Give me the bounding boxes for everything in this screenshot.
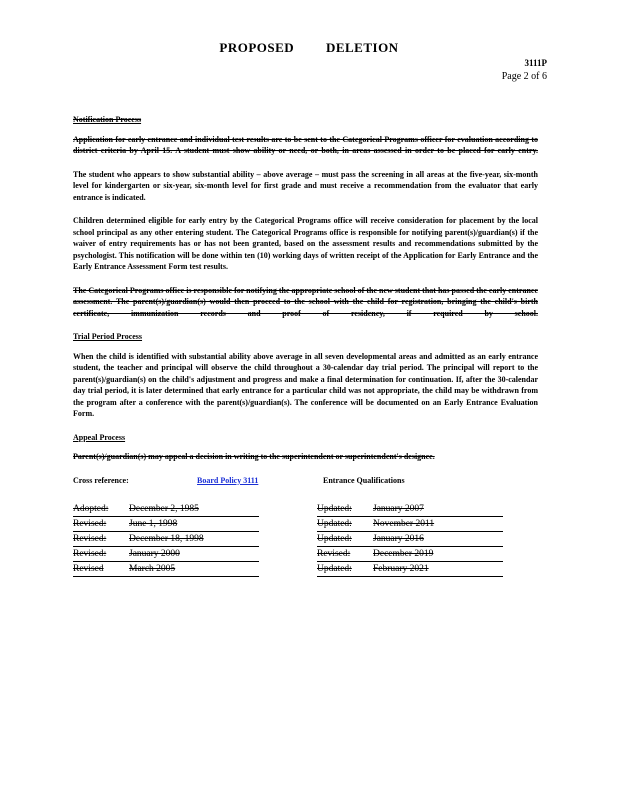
history-row: Adopted: December 2, 1985 xyxy=(73,502,259,517)
history-row: Updated: January 2016 xyxy=(317,532,503,547)
notification-heading: Notification Process xyxy=(73,115,142,124)
document-title: PROPOSED DELETION xyxy=(219,40,399,55)
revision-history xyxy=(73,502,503,577)
history-row: Revised March 2005 xyxy=(73,562,259,577)
notification-paragraph-2: The student who appears to show substantial ability – above average – must pass the screening in all areas at the five-year, six-month level for kindergarten or six-year, six-month level for first grade and must receive a recommendation from the evaluator that early entrance is indicated. xyxy=(73,169,538,202)
page-number: Page 2 of 6 xyxy=(501,71,547,82)
cross-reference-description: Entrance Qualifications xyxy=(323,475,405,485)
document-body xyxy=(73,114,538,577)
notification-paragraph-3: Children determined eligible for early entry by the Categorical Programs office will receive consideration for placement by the local school principal as any other entering student. The Categorical Programs office is responsible for notifying parent(s)/guardian(s) if the waiver of entry requirements has or has not been granted, based on the assessment results and recommendations submitted by the psychologist. This notification will be done within ten (10) working days of written receipt of the Application for Early Entrance and the Early Entrance Assessment Form test results. xyxy=(73,216,538,271)
history-right-column xyxy=(317,502,503,577)
notification-paragraph-1: Application for early entrance and individual test results are to be sent to the Categorical Programs officer for evaluation according to district criteria by April 15. A student must show ability or need, or both, in areas assessed in order to be placed for early entry. xyxy=(73,134,538,155)
history-row: Updated: November 2011 xyxy=(317,517,503,532)
history-row: Updated: February 2021 xyxy=(317,562,503,577)
cross-reference-label: Cross reference: xyxy=(73,475,129,485)
history-row: Revised: January 2000 xyxy=(73,547,259,562)
history-row: Updated: January 2007 xyxy=(317,502,503,517)
history-row: Revised: June 1, 1998 xyxy=(73,517,259,532)
cross-reference xyxy=(73,475,538,487)
history-left-column xyxy=(73,502,259,577)
history-row: Revised: December 18, 1998 xyxy=(73,532,259,547)
history-row: Revised: December 2019 xyxy=(317,547,503,562)
notification-paragraph-4: The Categorical Programs office is responsible for notifying the appropriate school of the new student that has passed the early entrance assessment. The parent(s)/guardian(s) would then proceed to the school with the child for registration, bringing the child's birth certificate, immunization records and proof of residency, if required by school. xyxy=(73,285,538,318)
appeal-heading: Appeal Process xyxy=(73,432,126,442)
trial-heading: Trial Period Process xyxy=(73,332,143,341)
policy-code: 3111P xyxy=(524,58,547,68)
trial-paragraph: When the child is identified with substantial ability above average in all seven developmental areas and admitted as an early entrance student, the teacher and principal will observe the child throughout a 30-calendar day trial period. The principal will report to the parent(s)/guardian(s) on the child's adjustment and progress and make a final determination for continuation. If, after the 30-calendar day trial period, it is later determined that early entrance for a particular child was not appropriate, the child may be withdrawn from the program after a conference with the parent(s)/guardian(s). The conference will be documented on an Early Entrance Evaluation Form. xyxy=(73,351,538,418)
board-policy-link[interactable]: Board Policy 3111 xyxy=(197,475,259,485)
appeal-paragraph: Parent(s)/guardian(s) may appeal a decision in writing to the superintendent or superintendent's designee. xyxy=(73,452,435,461)
